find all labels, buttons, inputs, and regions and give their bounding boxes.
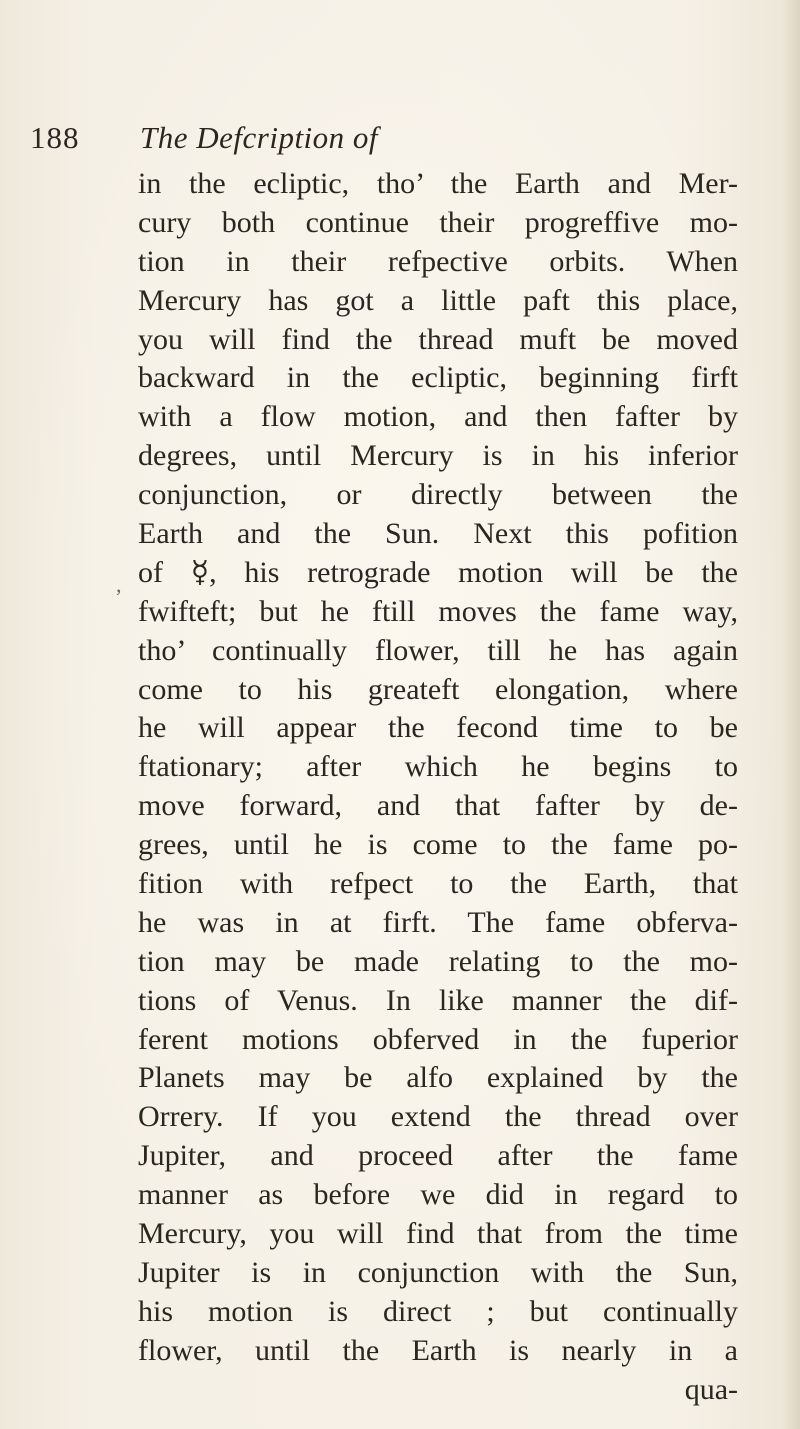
text-line: fition with refpect to the Earth, that	[138, 867, 738, 901]
catchword: qua-	[684, 1372, 738, 1406]
text-line: backward in the ecliptic, beginning firft	[138, 361, 738, 395]
body-text	[138, 165, 738, 1410]
text-line: Mercury, you will find that from the time	[138, 1217, 738, 1251]
text-line: of ☿, his retrograde motion will be the	[138, 555, 738, 589]
text-line: fwifteft; but he ftill moves the fame way,	[138, 594, 738, 628]
text-line: grees, until he is come to the fame po-	[138, 828, 738, 862]
text-line: flower, until the Earth is nearly in a	[138, 1333, 738, 1367]
text-line: Orrery. If you extend the thread over	[138, 1100, 738, 1134]
text-line: tho’ continually flower, till he has again	[138, 633, 738, 667]
text-line: he will appear the fecond time to be	[138, 711, 738, 745]
text-line: Jupiter, and proceed after the fame	[138, 1139, 738, 1173]
text-line: you will find the thread muft be moved	[138, 322, 738, 356]
page-number: 188	[30, 120, 80, 155]
text-line: Mercury has got a little paft this place,	[138, 283, 738, 317]
text-line: cury both continue their progreffive mo-	[138, 205, 738, 239]
margin-mark: ,	[116, 572, 122, 597]
page-edge-shadow	[782, 0, 800, 1429]
text-line: tion may be made relating to the mo-	[138, 944, 738, 978]
text-line: Earth and the Sun. Next this pofition	[138, 517, 738, 551]
text-line: Planets may be alfo explained by the	[138, 1061, 738, 1095]
text-line: conjunction, or directly between the	[138, 478, 738, 512]
text-line: move forward, and that fafter by de-	[138, 789, 738, 823]
text-line: tion in their refpective orbits. When	[138, 244, 738, 278]
text-line: Jupiter is in conjunction with the Sun,	[138, 1255, 738, 1289]
text-line: degrees, until Mercury is in his inferior	[138, 439, 738, 473]
running-title: The Defcription of	[140, 120, 379, 155]
text-line: ftationary; after which he begins to	[138, 750, 738, 784]
text-line: in the ecliptic, tho’ the Earth and Mer-	[138, 167, 738, 200]
running-head	[30, 120, 770, 160]
text-line: with a flow motion, and then fafter by	[138, 400, 738, 434]
text-line: manner as before we did in regard to	[138, 1178, 738, 1212]
text-line: tions of Venus. In like manner the dif-	[138, 983, 738, 1017]
text-line: ferent motions obferved in the fuperior	[138, 1022, 738, 1056]
text-line: come to his greateft elongation, where	[138, 672, 738, 706]
text-line: he was in at firft. The fame obferva-	[138, 905, 738, 939]
text-line: his motion is direct ; but continually	[138, 1294, 738, 1328]
